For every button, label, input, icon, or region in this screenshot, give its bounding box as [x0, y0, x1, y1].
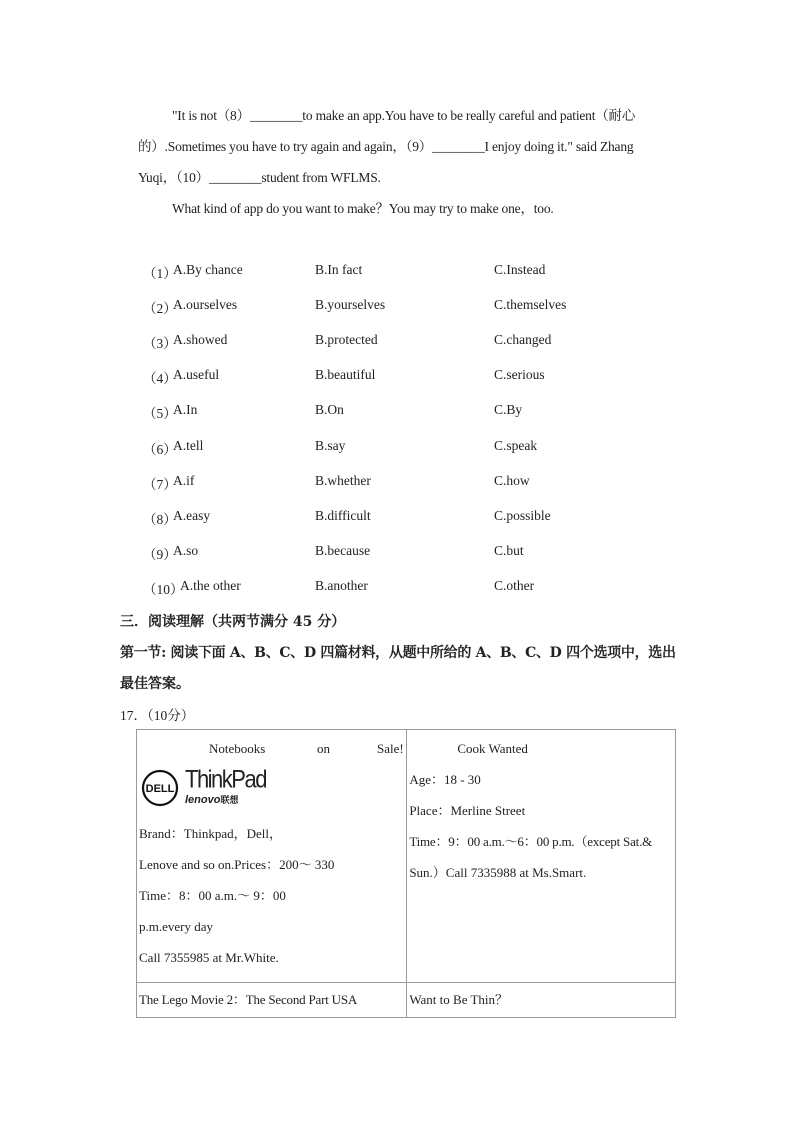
thinkpad-logo-text: ThinkPad — [185, 764, 266, 794]
option-c: C.themselves — [494, 297, 567, 312]
section-heading: 三．阅读理解（共两节满分 45 分） — [120, 614, 346, 630]
notebooks-line: Call 7355985 at Mr.White. — [139, 950, 279, 965]
passage-line-2: 的）.Sometimes you have to try again and again，（9）________I enjoy doing it." said Zhang — [138, 139, 634, 154]
lenovo-logo — [185, 795, 266, 806]
lego-ad-title: The Lego Movie 2：The Second Part USA — [139, 992, 358, 1007]
option-number: （8） — [143, 512, 177, 527]
thin-ad-title: Want to Be Thin？ — [409, 992, 509, 1007]
option-c: C.speak — [494, 438, 538, 453]
cook-line: Age：18 - 30 — [409, 772, 481, 787]
question-number: 17．（10分） — [120, 708, 195, 723]
option-a: A.easy — [173, 508, 211, 523]
option-b: B.protected — [315, 332, 378, 347]
lenovo-logo-text: lenovo — [185, 794, 221, 806]
lenovo-logo-cn-text: 联想 — [220, 795, 239, 805]
passage-line-1: "It is not（8）________to make an app.You have to be really careful and patient（耐心 — [172, 108, 636, 123]
cook-line: Time：9：00 a.m.～6：00 p.m.（except Sat.& — [409, 834, 653, 849]
passage-line-4: What kind of app do you want to make？You may try to make one，too. — [172, 201, 554, 216]
option-b: B.say — [315, 438, 346, 453]
option-number: （4） — [143, 371, 177, 386]
option-a: A.if — [173, 473, 195, 488]
option-c: C.Instead — [494, 262, 546, 277]
option-number: （3） — [143, 336, 177, 351]
notebooks-title-word: on — [317, 741, 330, 756]
option-a: A.In — [173, 402, 198, 417]
option-number: （2） — [143, 301, 177, 316]
section-instruction-2: 最佳答案。 — [120, 676, 190, 692]
cook-line: Place：Merline Street — [409, 803, 526, 818]
option-a: A.so — [173, 543, 199, 558]
notebooks-title-word: Sale! — [377, 741, 404, 756]
option-b: B.beautiful — [315, 367, 376, 382]
option-b: B.because — [315, 543, 371, 558]
thin-ad — [407, 983, 676, 1018]
notebooks-title — [137, 733, 406, 764]
option-c: C.other — [494, 578, 535, 593]
option-number: （1） — [143, 266, 177, 281]
notebooks-title-word: Notebooks — [209, 741, 266, 756]
option-number: （6） — [143, 442, 177, 457]
thinkpad-lenovo-logo — [185, 764, 266, 806]
notebooks-line: p.m.every day — [139, 919, 214, 934]
option-a: A.ourselves — [173, 297, 238, 312]
option-c: C.By — [494, 402, 523, 417]
option-number: （10） — [143, 582, 184, 597]
ads-table — [136, 729, 676, 1018]
option-c: C.serious — [494, 367, 545, 382]
option-b: B.yourselves — [315, 297, 386, 312]
option-a: A.tell — [173, 438, 204, 453]
option-b: B.In fact — [315, 262, 363, 277]
lego-ad — [137, 983, 407, 1018]
option-a: A.By chance — [173, 262, 243, 277]
notebooks-ad — [137, 730, 407, 983]
option-number: （7） — [143, 477, 177, 492]
option-b: B.another — [315, 578, 368, 593]
option-number: （5） — [143, 406, 177, 421]
brand-logos — [141, 764, 406, 812]
option-a: A.showed — [173, 332, 228, 347]
notebooks-line: Time：8：00 a.m.～ 9：00 — [139, 888, 286, 903]
cook-ad — [407, 730, 676, 983]
passage-line-3: Yuqi，（10）________student from WFLMS. — [138, 170, 381, 185]
notebooks-line: Lenove and so on.Prices：200～ 330 — [139, 857, 335, 872]
option-c: C.possible — [494, 508, 551, 523]
cook-line: Sun.）Call 7335988 at Ms.Smart. — [409, 865, 587, 880]
option-c: C.how — [494, 473, 530, 488]
notebooks-line: Brand：Thinkpad，Dell， — [139, 826, 282, 841]
option-a: A.the other — [180, 578, 241, 593]
dell-logo-icon — [141, 769, 179, 807]
option-b: B.difficult — [315, 508, 371, 523]
option-c: C.but — [494, 543, 524, 558]
section-instruction-1: 第一节: 阅读下面 A、B、C、D 四篇材料，从题中所给的 A、B、C、D 四个选项中，选出 — [120, 645, 676, 661]
option-b: B.On — [315, 402, 344, 417]
option-b: B.whether — [315, 473, 371, 488]
dell-logo-text: DELL — [145, 783, 175, 795]
option-number: （9） — [143, 547, 177, 562]
option-c: C.changed — [494, 332, 552, 347]
option-a: A.useful — [173, 367, 220, 382]
cook-title: Cook Wanted — [457, 741, 528, 756]
